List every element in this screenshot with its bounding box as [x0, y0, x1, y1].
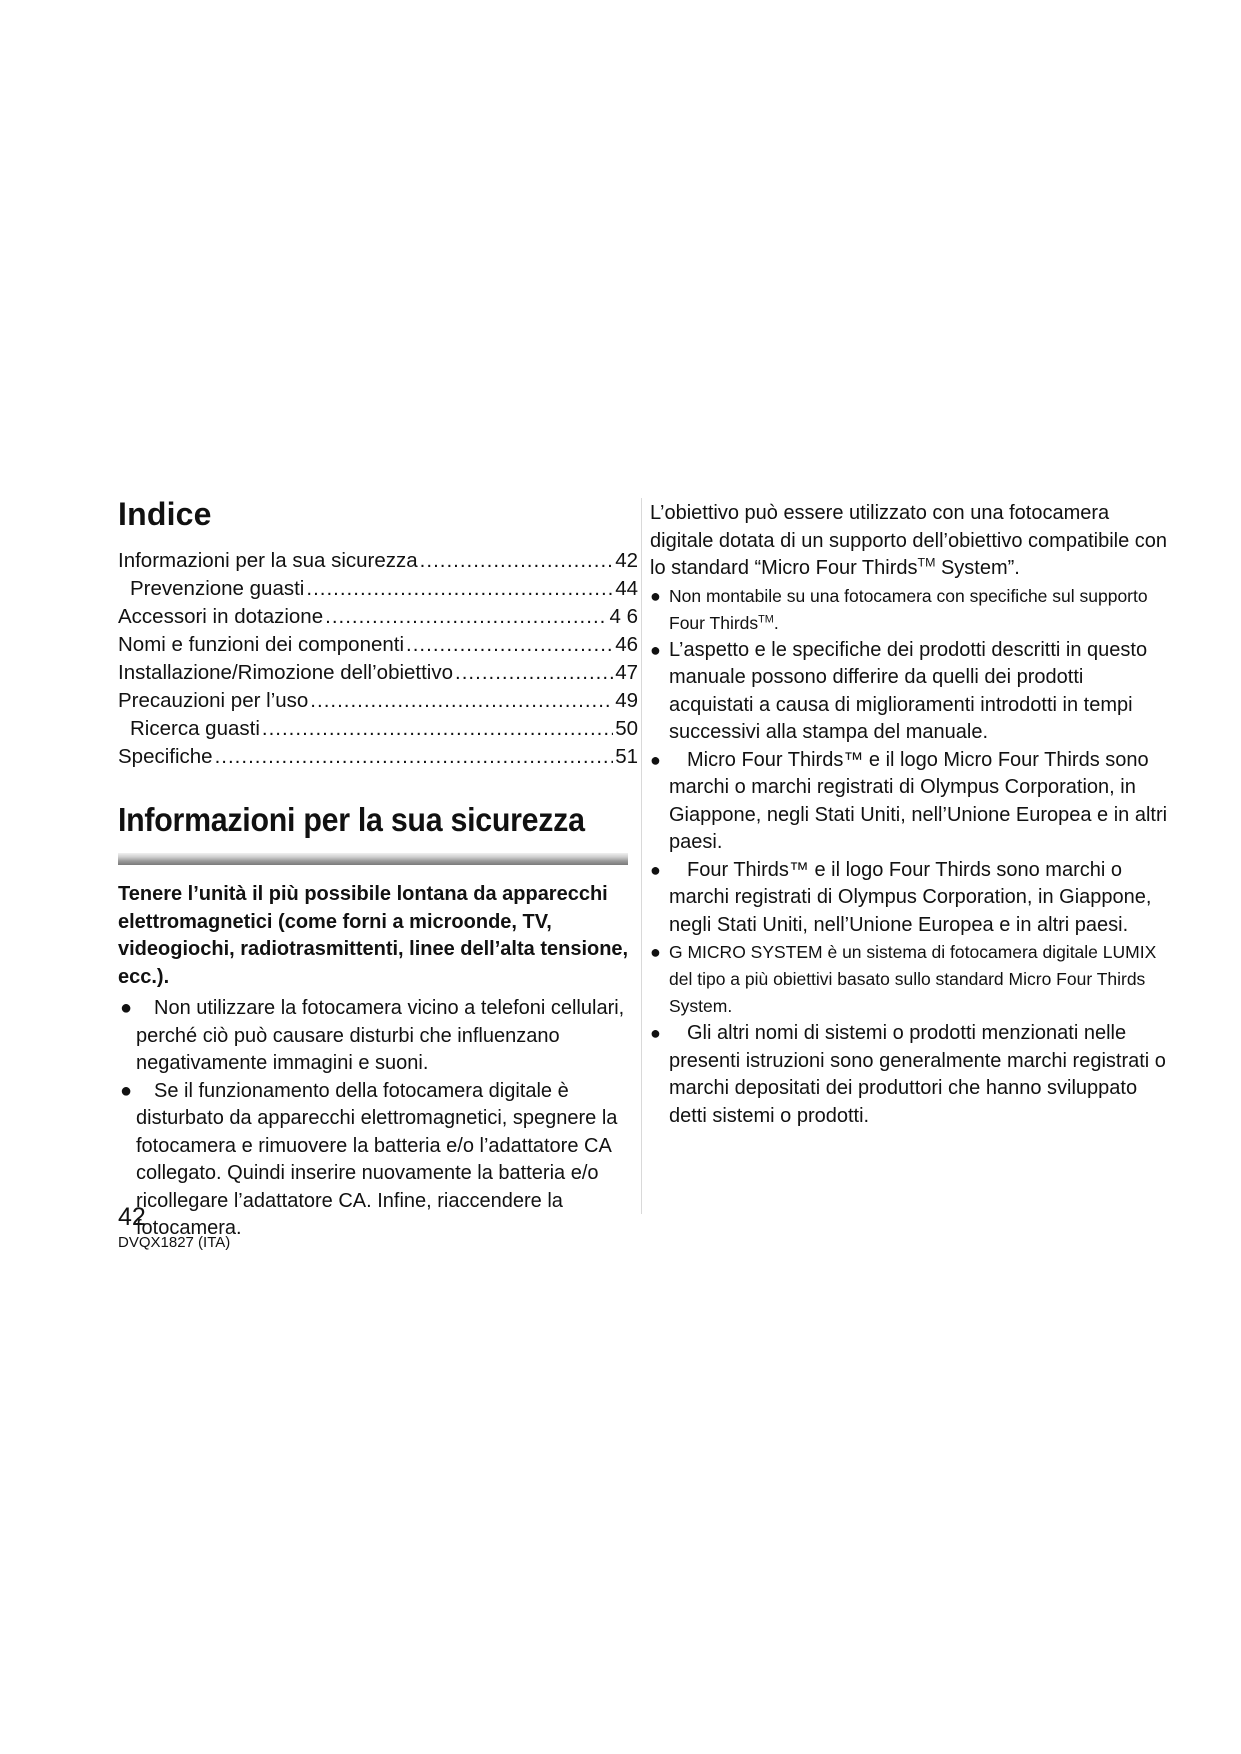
bullet-dot-icon: ●: [650, 1023, 661, 1043]
toc-entry: [118, 659, 638, 687]
toc-dot-leader: [310, 687, 613, 715]
note-item: [650, 583, 1170, 637]
toc-entry-label: Precauzioni per l’uso: [118, 689, 309, 712]
safety-section-title: Informazioni per la sua sicurezza: [118, 801, 585, 838]
toc-entry-page: 4 6: [609, 605, 638, 628]
toc-entry-label: Informazioni per la sua sicurezza: [118, 549, 418, 572]
toc-title: Indice: [118, 496, 212, 532]
toc-dot-leader: [325, 603, 607, 631]
note-item: [650, 637, 1170, 747]
safety-warning: Tenere l’unità il più possibile lontana da apparecchi elettromagnetici (come forni a microonde, TV, videogiochi, radiotrasmittenti, linee dell’alta tensione, ecc.).: [118, 883, 629, 988]
toc-entry-page: 50: [615, 717, 638, 740]
section-title-rule: [118, 853, 628, 865]
toc-entry-page: 49: [615, 689, 638, 712]
page-number: 42: [118, 1203, 146, 1231]
safety-bullet: [118, 995, 638, 1078]
toc-dot-leader: [306, 575, 613, 603]
safety-bullet-list: [118, 995, 638, 1243]
toc-entry-page: 46: [615, 633, 638, 656]
toc-entry: [118, 743, 638, 771]
toc-entry-page: 51: [615, 745, 638, 768]
note-trademark: TM: [758, 613, 774, 625]
intro-trademark: TM: [917, 555, 936, 570]
toc-dot-leader: [406, 631, 613, 659]
toc-entry: [118, 547, 638, 575]
lens-compatibility-intro: [650, 500, 1170, 583]
toc-entry-label: Specifiche: [118, 745, 213, 768]
column-divider: [641, 498, 642, 1214]
bullet-dot-icon: ●: [120, 997, 133, 1019]
note-text: Micro Four Thirds™ e il logo Micro Four Thirds sono marchi o marchi registrati di Olympus Corporation, in Giappone, negli Stati Uniti, nell’Unione Europea e in altri paesi.: [669, 748, 1168, 853]
note-text: Gli altri nomi di sistemi o prodotti menzionati nelle presenti istruzioni sono generalmente marchi registrati o marchi depositati dei produttori che hanno sviluppato detti sistemi o prodotti.: [669, 1022, 1166, 1127]
intro-text-end: System”.: [935, 557, 1020, 579]
toc-entry: [118, 603, 638, 631]
safety-bullet-text: Non utilizzare la fotocamera vicino a telefoni cellulari, perché ciò può causare disturbi che influenzano negativamente immagini e suoni.: [136, 997, 625, 1074]
toc-entry: [118, 687, 638, 715]
safety-bullet: [118, 1078, 638, 1243]
toc-entry-label: Ricerca guasti: [130, 717, 260, 740]
note-text: Four Thirds™ e il logo Four Thirds sono marchi o marchi registrati di Olympus Corporation, in Giappone, negli Stati Uniti, nell’Unione Europea e in altri paesi.: [669, 858, 1152, 936]
intro-text: L’obiettivo può essere utilizzato con una fotocamera digitale dotata di un supporto dell’obiettivo compatibile con lo standard “Micro Four Thirds: [650, 502, 1168, 579]
note-item: [650, 1020, 1170, 1130]
toc-entry-page: 42: [615, 549, 638, 572]
toc-entry-page: 44: [615, 577, 638, 600]
toc-entry-label: Accessori in dotazione: [118, 605, 324, 628]
toc-dot-leader: [420, 547, 614, 575]
left-column: [118, 496, 638, 1243]
toc-entry: [118, 631, 638, 659]
toc-entry-label: Prevenzione guasti: [130, 577, 305, 600]
note-text: L’aspetto e le specifiche dei prodotti descritti in questo manuale possono differire da quelli dei prodotti acquistati a causa di miglioramenti introdotti in tempi successivi alla stampa del manuale.: [669, 638, 1148, 743]
bullet-dot-icon: ●: [650, 749, 661, 770]
right-column: [650, 500, 1170, 1130]
toc-entry: [118, 575, 638, 603]
note-item: [650, 857, 1170, 940]
toc-dot-leader: [262, 715, 613, 743]
toc-entry-label: Nomi e funzioni dei componenti: [118, 633, 405, 656]
toc-entry: [118, 715, 638, 743]
toc-dot-leader: [455, 659, 613, 687]
bullet-dot-icon: ●: [650, 859, 661, 880]
note-text: Non montabile su una fotocamera con specifiche sul supporto Four Thirds: [669, 585, 1148, 633]
bullet-dot-icon: ●: [650, 639, 661, 660]
toc-dot-leader: [215, 743, 614, 771]
note-text-end: .: [773, 612, 779, 633]
note-item: [650, 747, 1170, 857]
document-code: DVQX1827 (ITA): [118, 1234, 231, 1251]
note-item: [650, 939, 1170, 1020]
bullet-dot-icon: ●: [650, 585, 661, 606]
safety-bullet-text: Se il funzionamento della fotocamera digitale è disturbato da apparecchi elettromagnetici, spegnere la fotocamera e rimuovere la batteria e/o l’adattatore CA collegato. Quindi inserire nuovamente la batteria e/o ricollegare l’adattatore CA. Infine, riaccendere la fotocamera.: [136, 1079, 618, 1239]
bullet-dot-icon: ●: [120, 1079, 133, 1102]
toc-entry-page: 47: [615, 661, 638, 684]
bullet-dot-icon: ●: [650, 942, 661, 962]
toc-entry-label: Installazione/Rimozione dell’obiettivo: [118, 661, 454, 684]
table-of-contents: [118, 547, 638, 771]
note-text: G MICRO SYSTEM è un sistema di fotocamera digitale LUMIX del tipo a più obiettivi basato sullo standard Micro Four Thirds System.: [669, 942, 1157, 1016]
